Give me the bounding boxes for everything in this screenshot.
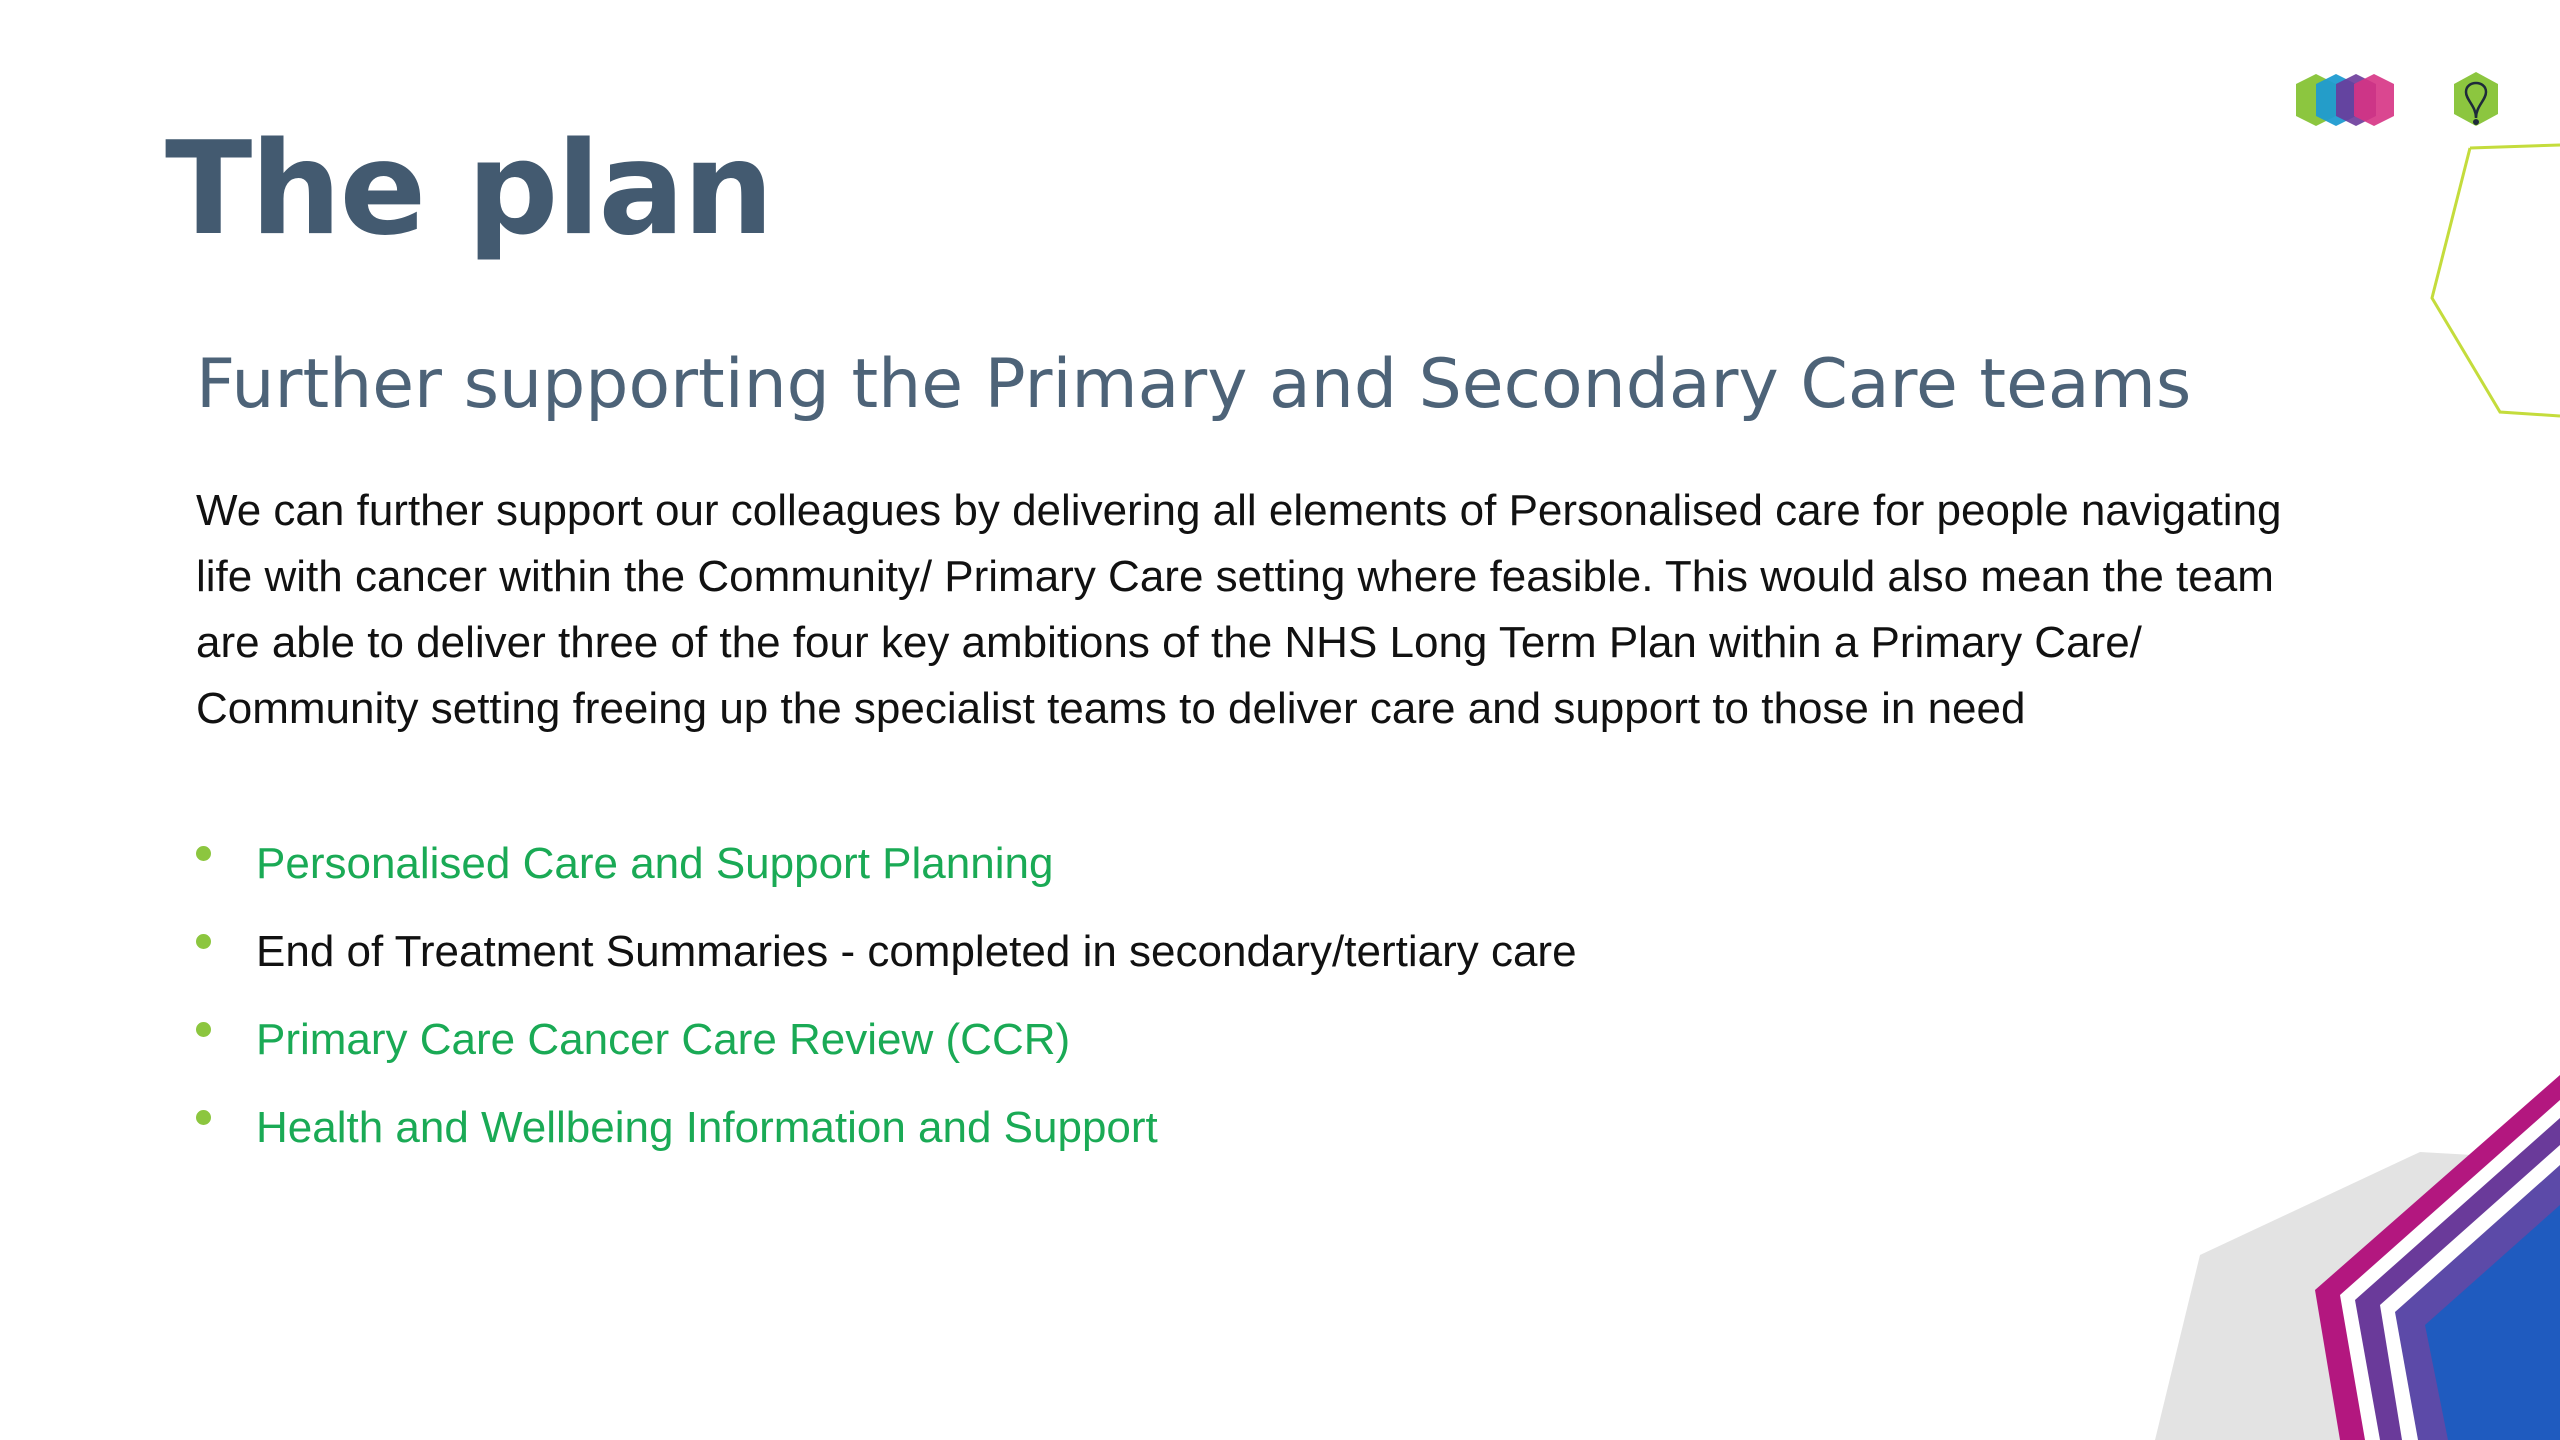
slide-subtitle: Further supporting the Primary and Secondary Care teams (196, 345, 2192, 424)
blue-band-shape (2425, 1205, 2560, 1440)
bullet-item (196, 1084, 1577, 1172)
violet-band-shape (2395, 1165, 2560, 1440)
bullet-item (196, 996, 1577, 1084)
bullet-dot-icon (196, 1110, 211, 1125)
bullet-item (196, 908, 1577, 996)
bullet-text-end-of-treatment: End of Treatment Summaries - completed in secondary/tertiary care (256, 927, 1577, 976)
magenta-band-shape (2315, 1075, 2560, 1440)
hexagon-cluster-logo-icon (2290, 66, 2510, 146)
bullet-link-personalised-care[interactable]: Personalised Care and Support Planning (256, 839, 1054, 888)
slide-title: The plan (165, 115, 772, 264)
bullet-list (196, 820, 1577, 1172)
ribbon-hexagon-logo-icon (2454, 72, 2498, 126)
bullet-dot-icon (196, 846, 211, 861)
bullet-item (196, 820, 1577, 908)
bullet-link-cancer-care-review[interactable]: Primary Care Cancer Care Review (CCR) (256, 1015, 1071, 1064)
bullet-dot-icon (196, 1022, 211, 1037)
outline-hexagon-shape (2432, 145, 2560, 416)
purple-band-shape (2355, 1118, 2560, 1440)
grey-hexagon-shape (2155, 1152, 2560, 1440)
body-paragraph: We can further support our colleagues by delivering all elements of Personalised care for people navigating life with cancer within the Community/ Primary Care setting where feasible. This would also mean the team are able to deliver three of the four key ambitions of the NHS Long Term Plan within a Primary Care/ Community setting freeing up the specialist teams to deliver care and support to those in need (196, 486, 2282, 733)
bullet-dot-icon (196, 934, 211, 949)
bullet-link-health-wellbeing[interactable]: Health and Wellbeing Information and Support (256, 1103, 1158, 1152)
